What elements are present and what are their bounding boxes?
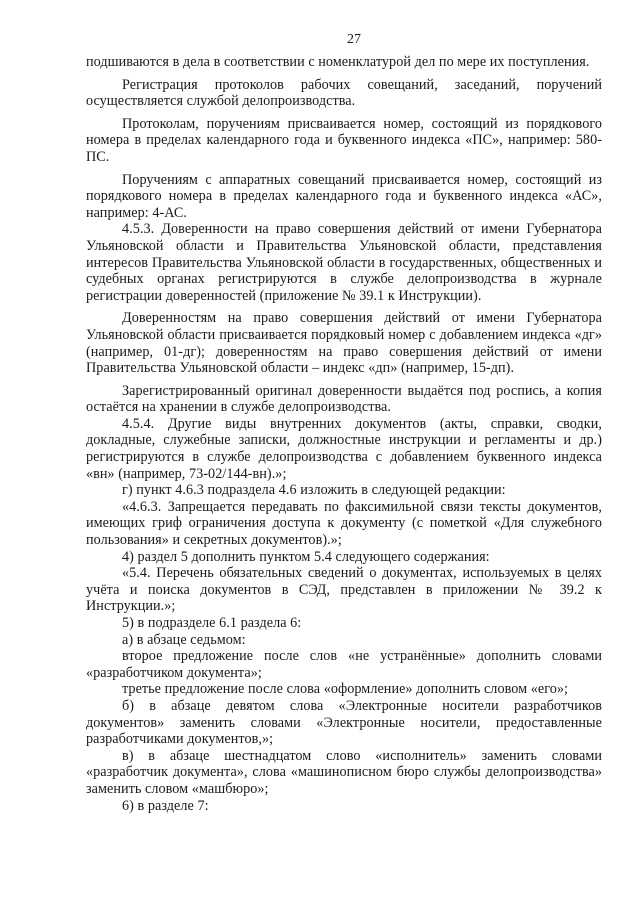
paragraph-11: 4) раздел 5 дополнить пунктом 5.4 следующего содержания:	[122, 548, 490, 565]
paragraph-9: г) пункт 4.6.3 подраздела 4.6 изложить в следующей редакции:	[122, 482, 506, 499]
paragraph-5: 4.5.3. Доверенности на право совершения действий от имени Губернатора Ульяновской области и Правительства Ульяновской области, представления интересов Правительства Ульяновской области в государственных, общественных и судебных органах регистрируются в службе делопроизводства в журнале регистрации доверенностей (приложение № 39.1 к Инструкции).	[86, 221, 602, 304]
paragraph-19: 6) в разделе 7:	[122, 797, 209, 814]
page-number: 27	[347, 32, 361, 47]
paragraph-18: в) в абзаце шестнадцатом слово «исполнитель» заменить словами «разработчик документа», слова «машинописном бюро службы делопроизводства» заменить словом «машбюро»;	[86, 747, 602, 797]
paragraph-10: «4.6.3. Запрещается передавать по факсимильной связи тексты документов, имеющих гриф ограничения доступа к документу (с пометкой «Для служебного пользования» и секретных документов).»;	[86, 498, 602, 549]
paragraph-15: второе предложение после слов «не устранённые» дополнить словами «разработчиком документа»;	[86, 648, 602, 681]
paragraph-13: 5) в подразделе 6.1 раздела 6:	[122, 615, 302, 631]
paragraph-2: Регистрация протоколов рабочих совещаний, заседаний, поручений осуществляется службой делопроизводства.	[86, 76, 602, 110]
paragraph-17: б) в абзаце девятом слова «Электронные носители разработчиков документов» заменить словами «Электронные носители, предоставленные разработчиками документов,»;	[86, 697, 602, 748]
paragraph-16: третье предложение после слова «оформление» дополнить словом «его»;	[122, 681, 569, 698]
paragraph-1: подшиваются в дела в соответствии с номенклатурой дел по мере их поступления.	[86, 54, 590, 70]
paragraph-6: Доверенностям на право совершения действий от имени Губернатора Ульяновской области присваивается порядковый номер с добавлением индекса «дг» (например, 01-дг); доверенностям на право совершения действий от имени Правительства Ульяновской области – индекс «дп» (например, 15-дп).	[86, 310, 602, 377]
paragraph-4: Поручениям с аппаратных совещаний присваивается номер, состоящий из порядкового номера в пределах календарного года и буквенного индекса «АС», например: 4-АС.	[86, 171, 602, 221]
paragraph-12: «5.4. Перечень обязательных сведений о документах, используемых в целях учёта и поиска документов в СЭД, представлен в приложении № 39.2 к Инструкции.»;	[86, 565, 602, 615]
paragraph-14: а) в абзаце седьмом:	[122, 631, 246, 648]
paragraph-7: Зарегистрированный оригинал доверенности выдаётся под роспись, а копия остаётся на хранении в службе делопроизводства.	[86, 382, 602, 416]
paragraph-3: Протоколам, поручениям присваивается номер, состоящий из порядкового номера в пределах календарного года и буквенного индекса «ПС», например: 580-ПС.	[86, 115, 602, 165]
paragraph-8: 4.5.4. Другие виды внутренних документов (акты, справки, сводки, докладные, служебные записки, должностные инструкции и регламенты и др.) регистрируются в службе делопроизводства с добавлением буквенного индекса «вн» (например, 73-02/144-вн).»;	[86, 415, 602, 482]
